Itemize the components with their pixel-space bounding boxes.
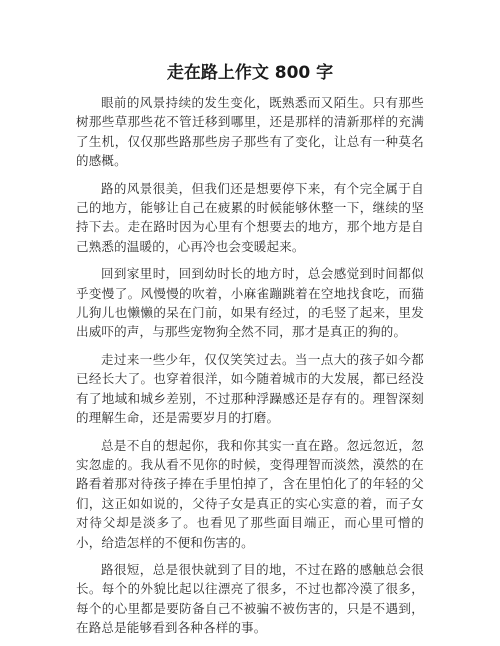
article-body: [76, 93, 424, 646]
article-paragraph: 路的风景很美，但我们还是想要停下来，有个完全属于自己的地方，能够让自己在疲累的时候能够休整一下，继续的坚持下去。走在路时因为心里有个想要去的地方，那个地方是自己熟悉的温暖的，心再冷也会变暖起来。: [76, 180, 424, 254]
article-paragraph: 路很短，总是很快就到了目的地，不过在路的感触总会很长。每个的外貌比起以往漂亮了很多，不过也都冷漠了很多，每个的心里都是要防备自己不被骗不被伤害的，只是不遇到，在路总是能够看到各种各样的事。: [76, 561, 424, 636]
article-paragraph: 眼前的风景持续的发生变化，既熟悉而又陌生。只有那些树那些草那些花不管迁移到哪里，还是那样的清新那样的充满了生机，仅仅那些路那些房子那些有了变化，让总有一种莫名的感概。: [76, 95, 424, 169]
article-paragraph: 走过来一些少年，仅仅笑笑过去。当一点大的孩子如今都已经长大了。也穿着很洋，如今随着城市的大发展，都已经没有了地域和城乡差别，不过那种浮躁感还是存有的。理智深刻的理解生命，还是需要岁月的打磨。: [76, 351, 424, 426]
article-paragraph: 回到家里时，回到幼时长的地方时，总会感觉到时间都似乎变慢了。风慢慢的吹着，小麻雀蹦跳着在空地找食吃，而猫儿狗儿也懒懒的呆在门前，如果有经过，的毛竖了起来，里发出威吓的声，与那些宠物狗全然不同，那才是真正的狗的。: [76, 266, 424, 340]
article-paragraph: 总是不自的想起你，我和你其实一直在路。忽远忽近，忽实忽虚的。我从看不见你的时候，变得理智而淡然，漠然的在路看着那对待孩子捧在手里怕掉了，含在里怕化了的年轻的父们，这正如如说的，父待子女是真正的实心实意的着，而子女对待父却是淡多了。也看见了那些面目端正，而心里可憎的小，给造怎样的不便和伤害的。: [76, 437, 424, 550]
article-title: 走在路上作文 800 字: [166, 63, 334, 83]
